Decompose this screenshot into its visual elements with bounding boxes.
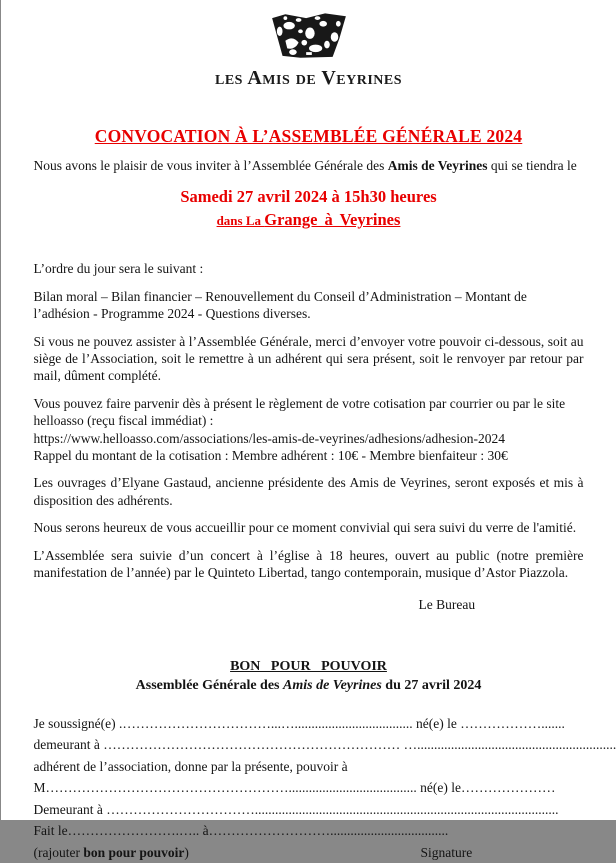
agenda-intro: L’ordre du jour sera le suivant : [33, 261, 204, 277]
intro-text-before: Nous avons le plaisir de vous inviter à l’Assemblée Générale des [33, 158, 388, 173]
welcome-paragraph: Nous serons heureux de vous accueillir pour ce moment convivial qui sera suivi du verre de l'amitié. [33, 520, 577, 536]
form-line-date-place: Fait le…………………….….. à………………………................................... [33, 823, 449, 839]
proxy-form-title: BON POUR POUVOIR [230, 658, 387, 674]
document-page [1, 0, 616, 860]
books-paragraph: Les ouvrages d’Elyane Gastaud, ancienne présidente des Amis de Veyrines, seront exposés et mis à disposition des adhérents. [33, 475, 584, 508]
intro-org-bold: Amis de Veyrines [387, 158, 488, 173]
signature-label: Signature [420, 844, 473, 860]
agenda-items: Bilan moral – Bilan financier – Renouvellement du Conseil d’Administration – Montant de l’adhésion - Programme 2024 - Questions diverses. [33, 288, 527, 322]
concert-paragraph: L’Assemblée sera suivie d’un concert à l’église à 18 heures, ouvert au public (notre première manifestation de l’année) par le Quinteto Libertad, tango contemporain, musique d’Astor Piazzola. [33, 547, 584, 581]
event-location-prefix: dans La [216, 213, 265, 229]
form-line-undersigned: Je soussigné(e) .……………………………...…................................... né(e) le ………………....... [33, 715, 565, 731]
membership-fee-reminder: Rappel du montant de la cotisation : Membre adhérent : 10€ - Membre bienfaiteur : 30€ [33, 448, 508, 464]
form-line-residing: demeurant à ………………………………………………………… …........................................................... [33, 737, 616, 753]
footer-note-bold: bon pour pouvoir [83, 844, 185, 860]
membership-payment-block [34, 395, 584, 465]
org-name: les Amis de Veyrines [214, 67, 403, 89]
signoff-le-bureau: Le Bureau [418, 596, 476, 612]
event-datetime: Samedi 27 avril 2024 à 15h30 heures [180, 187, 437, 207]
proxy-subtitle-org: Amis de Veyrines [283, 677, 382, 693]
document-title: CONVOCATION À L’ASSEMBLÉE GÉNÉRALE 2024 [94, 126, 523, 146]
proxy-instructions: Si vous ne pouvez assister à l’Assemblée Générale, merci d’envoyer votre pouvoir ci-dessous, soit au siège de l’Association, soit le remettre à un adhérent qui sera présent, soit le renvoyer par retour par mail, dûment complété. [33, 333, 584, 384]
intro-text-after: qui se tiendra le [487, 158, 577, 173]
proxy-subtitle-prefix: Assemblée Générale des [135, 677, 283, 693]
helloasso-link[interactable]: https://www.helloasso.com/associations/les-amis-de-veyrines/adhesions/adhesion-2024 [33, 430, 506, 446]
footer-note-suffix: ) [184, 844, 189, 860]
payment-url [34, 430, 584, 447]
association-logo-icon [257, 12, 361, 62]
form-line-member-grants: adhérent de l’association, donne par la présente, pouvoir à [33, 758, 348, 774]
intro-paragraph [34, 157, 584, 174]
proxy-subtitle-suffix: du 27 avril 2024 [381, 677, 482, 693]
proxy-form [33, 713, 616, 863]
form-line-proxy-residing: Demeurant à …………………………….......................................................................................... [33, 801, 559, 817]
footer-note-prefix: (rajouter [33, 844, 84, 860]
event-location [34, 210, 584, 230]
event-location-main: Grange à Veyrines [264, 210, 401, 230]
logo-container [34, 0, 584, 67]
payment-intro: Vous pouvez faire parvenir dès à présent le règlement de votre cotisation par courrier ou par le site helloasso (reçu fiscal immédiat) : [33, 395, 566, 429]
form-line-footer [34, 842, 584, 863]
proxy-form-subtitle [34, 678, 584, 694]
form-line-proxy-name: M………………………………………………...................................... né(e) le………………… [33, 780, 556, 796]
